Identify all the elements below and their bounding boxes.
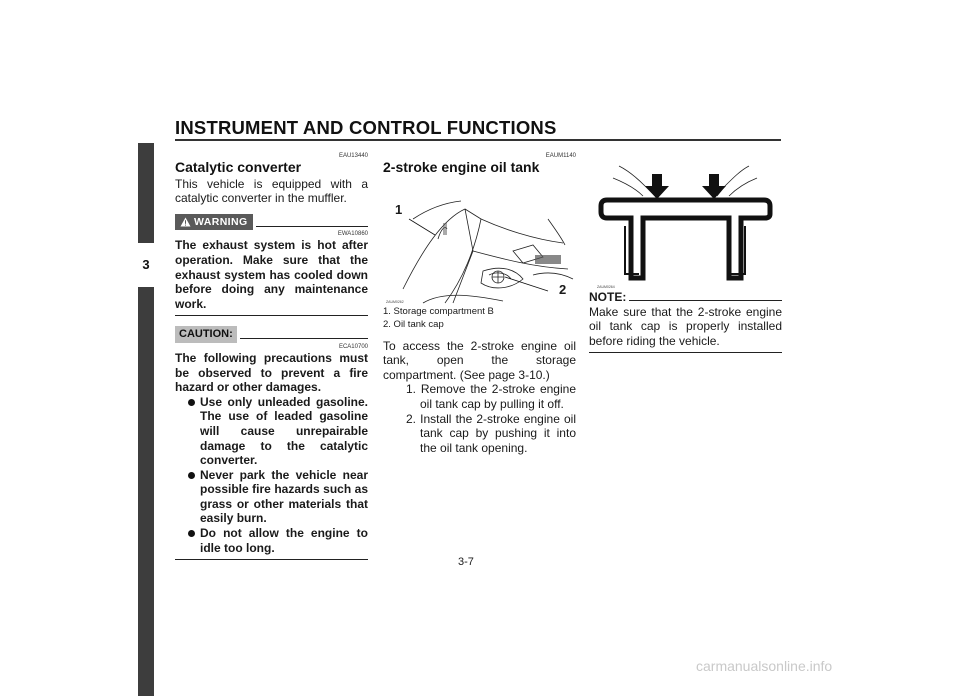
catalytic-intro: This vehicle is equipped with a catalytic converter in the muffler. — [175, 176, 368, 206]
section-title-oil-tank: 2-stroke engine oil tank — [383, 159, 540, 175]
warning-label: WARNING — [194, 215, 248, 228]
caution-list-item: Never park the vehicle near possible fire hazards such as grass or other materials that easily burn. — [187, 468, 368, 526]
figure-caption: 1. Storage compartment B — [383, 305, 494, 317]
column-oil-tank — [383, 152, 576, 455]
column-catalytic-converter — [175, 152, 368, 560]
column-note — [589, 152, 782, 353]
warning-header — [175, 214, 368, 231]
section-code: EAUM1140 — [545, 153, 576, 159]
storage-compartment-figure — [383, 179, 576, 303]
header-rule — [175, 139, 781, 141]
oil-tank-intro: To access the 2-stroke engine oil tank, open the storage compartment. (See page 3-10.) — [383, 338, 576, 382]
note-box-end — [589, 352, 782, 353]
figure-label-1: 1 — [395, 201, 403, 217]
figure-code: ZAUM0262 — [386, 299, 404, 304]
oil-tank-step: 2. Install the 2-stroke engine oil tank cap by pushing it into the oil tank opening. — [406, 411, 576, 455]
chapter-side-tab — [138, 143, 154, 696]
figure-code: ZAUM0264 — [597, 285, 615, 289]
oil-tank-steps — [383, 382, 576, 455]
page-number: 3-7 — [458, 556, 474, 568]
caution-code: ECA10700 — [338, 343, 368, 350]
chapter-tab-marker — [138, 243, 154, 287]
warning-triangle-icon — [180, 217, 191, 227]
note-header — [589, 290, 782, 305]
caution-badge: CAUTION: — [175, 326, 237, 343]
warning-box-end — [175, 315, 368, 316]
warning-text: The exhaust system is hot after operation. Make sure that the exhaust system has cooled down before doing any maintenance work. — [175, 238, 368, 311]
caution-list-item: Use only unleaded gasoline. The use of leaded gasoline will cause unrepairable damage to the catalytic converter. — [187, 395, 368, 468]
oil-cap-figure — [589, 156, 782, 289]
caution-rule — [240, 338, 368, 339]
warning-code: EWA10860 — [337, 231, 368, 238]
note-text: Make sure that the 2-stroke engine oil tank cap is properly installed before riding the vehicle. — [589, 304, 782, 348]
caution-box-end — [175, 559, 368, 560]
caution-intro: The following precautions must be observed to prevent a fire hazard or other damages. — [175, 350, 368, 395]
caution-header — [175, 326, 368, 343]
note-label: NOTE: — [589, 290, 627, 304]
watermark: carmanualsonline.info — [696, 658, 833, 674]
figure-caption: 2. Oil tank cap — [383, 318, 444, 330]
caution-list-item: Do not allow the engine to idle too long. — [187, 526, 368, 555]
oil-tank-step: 1. Remove the 2-stroke engine oil tank cap by pulling it off. — [406, 382, 576, 411]
note-rule — [629, 300, 782, 301]
figure-label-2: 2 — [559, 281, 567, 297]
section-title-catalytic-converter: Catalytic converter — [175, 159, 302, 175]
warning-badge — [175, 214, 253, 231]
warning-rule — [256, 226, 368, 227]
section-code: EAU13440 — [338, 153, 368, 159]
figure-captions — [383, 305, 576, 331]
caution-list — [175, 395, 368, 556]
page-header-title: INSTRUMENT AND CONTROL FUNCTIONS — [175, 117, 557, 138]
oil-cap-illustration — [589, 156, 782, 286]
storage-compartment-illustration — [383, 179, 576, 303]
chapter-tab-number: 3 — [142, 257, 150, 272]
